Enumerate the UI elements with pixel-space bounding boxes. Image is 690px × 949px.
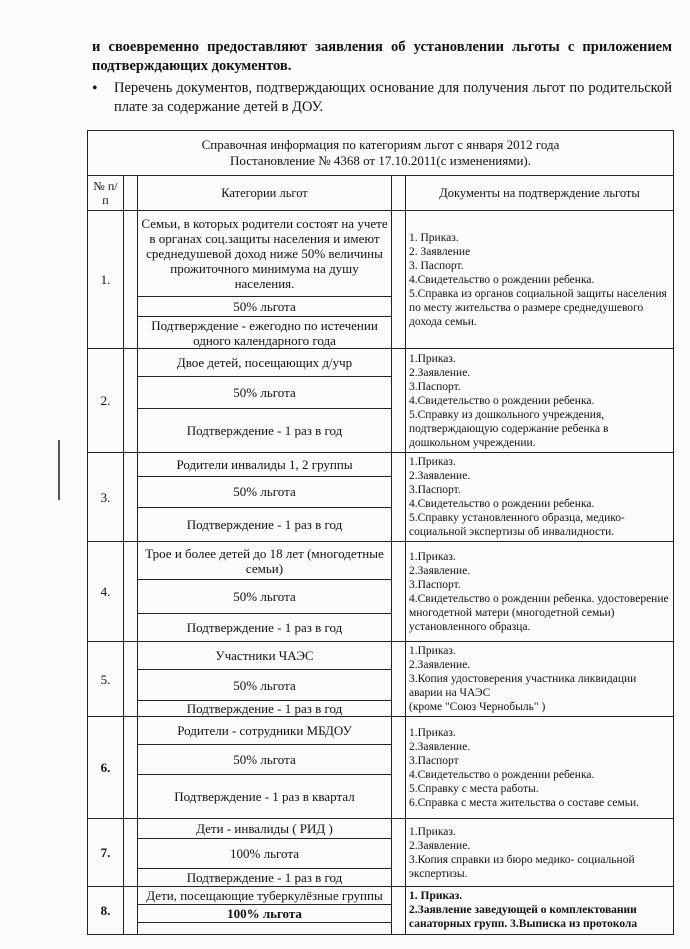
doc-item: 4.Свидетельство о рождении ребенка. xyxy=(409,768,595,781)
intro-text xyxy=(92,38,672,117)
doc-item: 3.Паспорт. xyxy=(409,484,461,496)
table-gap xyxy=(124,717,138,819)
row-number: 6. xyxy=(88,717,124,819)
doc-item: 1.Приказ. xyxy=(409,825,456,838)
category-name: Трое и более детей до 18 лет (многодетные семьи) xyxy=(138,542,392,580)
doc-item: 5.Справку с места работы. xyxy=(409,782,539,795)
bullet-item xyxy=(92,79,672,117)
table-gap xyxy=(124,887,138,935)
row-number: 8. xyxy=(88,887,124,935)
table-title-line1: Справочная информация по категориям льгот с января 2012 года xyxy=(201,137,560,152)
doc-item: 3.Паспорт. xyxy=(409,578,461,591)
doc-item: 2.Заявление. xyxy=(409,366,471,379)
table-gap xyxy=(392,819,406,887)
doc-item: 5.Справка из органов социальной защиты населения по месту жительства о размере среднедушевого дохода семьи. xyxy=(409,287,667,328)
docs-cell xyxy=(406,887,674,935)
discount-label: 50% льгота xyxy=(138,580,392,614)
benefits-table xyxy=(87,130,674,935)
doc-item: 2.Заявление. xyxy=(409,470,471,482)
table-gap xyxy=(124,542,138,642)
row-number: 2. xyxy=(88,349,124,453)
category-name: Семьи, в которых родители состоят на учете в органах соц.защиты населения и имеют среднедушевой доход ниже 50% величины прожиточного минимума на душу населения. xyxy=(138,211,392,297)
row-number: 1. xyxy=(88,211,124,349)
discount-label: 50% льгота xyxy=(138,297,392,317)
doc-item: 5.Справку установленного образца, медико-социальной экспертизы об инвалидности. xyxy=(409,512,625,538)
discount-label: 100% льгота xyxy=(138,839,392,869)
confirmation-label: Подтверждение - 1 раз в год xyxy=(138,409,392,453)
doc-item: (кроме "Союз Чернобыль" ) xyxy=(409,701,546,713)
confirmation-label: Подтверждение - ежегодно по истечении одного календарного года xyxy=(138,317,392,349)
doc-item: 2.Заявление. xyxy=(409,564,471,577)
table-gap xyxy=(392,542,406,642)
discount-label: 100% льгота xyxy=(138,905,392,923)
docs-cell xyxy=(406,642,674,717)
doc-item: 3.Копия удостоверения участника ликвидации аварии на ЧАЭС xyxy=(409,673,637,699)
header-docs: Документы на подтверждение льготы xyxy=(406,176,674,211)
header-category: Категории льгот xyxy=(138,176,392,211)
intro-line: и своевременно предоставляют заявления об установлении льготы с приложением подтверждающих документов. xyxy=(92,39,672,74)
category-name: Дети, посещающие туберкулёзные группы xyxy=(138,887,392,905)
category-name: Родители - сотрудники МБДОУ xyxy=(138,717,392,745)
table-gap xyxy=(392,176,406,211)
table-title xyxy=(88,131,674,176)
doc-item: 3. Паспорт. xyxy=(409,259,464,272)
confirmation-label: Подтверждение - 1 раз в год xyxy=(138,507,392,541)
docs-cell xyxy=(406,542,674,642)
table-gap xyxy=(392,642,406,717)
docs-cell xyxy=(406,717,674,819)
doc-item: 2.Заявление. xyxy=(409,659,471,671)
table-gap xyxy=(392,887,406,935)
confirmation-label: Подтверждение - 1 раз в квартал xyxy=(138,775,392,819)
doc-item: 1.Приказ. xyxy=(409,550,456,563)
discount-label: 50% льгота xyxy=(138,377,392,409)
docs-cell xyxy=(406,211,674,349)
bullet-text: Перечень документов, подтверждающих основание для получения льгот по родительской плате за содержание детей в ДОУ. xyxy=(114,80,672,115)
doc-item: 6.Справка с места жительства о составе семьи. xyxy=(409,796,640,809)
category-name: Участники ЧАЭС xyxy=(138,642,392,670)
category-name: Родители инвалиды 1, 2 группы xyxy=(138,453,392,477)
table-gap xyxy=(124,176,138,211)
row-number: 5. xyxy=(88,642,124,717)
table-gap xyxy=(124,819,138,887)
doc-item: 3.Паспорт. xyxy=(409,380,461,393)
doc-item: 1. Приказ. xyxy=(409,890,463,902)
doc-item: 4.Свидетельство о рождении ребенка. xyxy=(409,394,595,407)
doc-item: 2.Заявление. xyxy=(409,740,471,753)
docs-cell xyxy=(406,349,674,453)
confirmation-label: Подтверждение - 1 раз в год xyxy=(138,700,392,716)
row-number: 4. xyxy=(88,542,124,642)
bullet-icon: • xyxy=(92,80,98,97)
doc-item: 2.Заявление заведующей о комплектовании санаторных групп. 3.Выписка из протокола xyxy=(409,904,638,930)
discount-label: 50% льгота xyxy=(138,670,392,700)
table-gap xyxy=(124,349,138,453)
row-number: 7. xyxy=(88,819,124,887)
category-name: Двое детей, посещающих д/учр xyxy=(138,349,392,377)
doc-item: 1.Приказ. xyxy=(409,352,456,365)
table-gap xyxy=(124,453,138,542)
table-gap xyxy=(124,211,138,349)
header-num: № п/п xyxy=(88,176,124,211)
doc-item: 3.Паспорт xyxy=(409,754,459,767)
table-title-line2: Постановление № 4368 от 17.10.2011(с изменениями). xyxy=(229,153,532,168)
doc-item: 1.Приказ. xyxy=(409,726,456,739)
discount-label: 50% льгота xyxy=(138,477,392,507)
discount-label: 50% льгота xyxy=(138,745,392,775)
table-gap xyxy=(124,642,138,717)
doc-item: 1. Приказ. xyxy=(409,231,459,244)
doc-item: 1.Приказ. xyxy=(409,645,456,657)
docs-cell xyxy=(406,453,674,542)
row-number: 3. xyxy=(88,453,124,542)
confirmation-label: Подтверждение - 1 раз в год xyxy=(138,869,392,887)
doc-item: 4.Свидетельство о рождении ребенка. удостоверение многодетной матери (многодетной семьи) установленного образца. xyxy=(409,592,669,633)
scan-margin-mark xyxy=(58,440,63,500)
doc-item: 4.Свидетельство о рождении ребенка. xyxy=(409,273,595,286)
doc-item: 2.Заявление. xyxy=(409,839,471,852)
confirmation-label: Подтверждение - 1 раз в год xyxy=(138,614,392,642)
table-gap xyxy=(392,349,406,453)
docs-cell xyxy=(406,819,674,887)
confirmation-label xyxy=(138,923,392,935)
doc-item: 5.Справку из дошкольного учреждения, подтверждающую содержание ребенка в дошкольном учреждении. xyxy=(409,408,609,449)
table-gap xyxy=(392,453,406,542)
table-gap xyxy=(392,717,406,819)
doc-item: 4.Свидетельство о рождении ребенка. xyxy=(409,498,595,510)
category-name: Дети - инвалиды ( РИД ) xyxy=(138,819,392,839)
doc-item: 2. Заявление xyxy=(409,245,471,258)
doc-item: 3.Копия справки из бюро медико- социальной экспертизы. xyxy=(409,853,635,880)
table-gap xyxy=(392,211,406,349)
doc-item: 1.Приказ. xyxy=(409,456,456,468)
